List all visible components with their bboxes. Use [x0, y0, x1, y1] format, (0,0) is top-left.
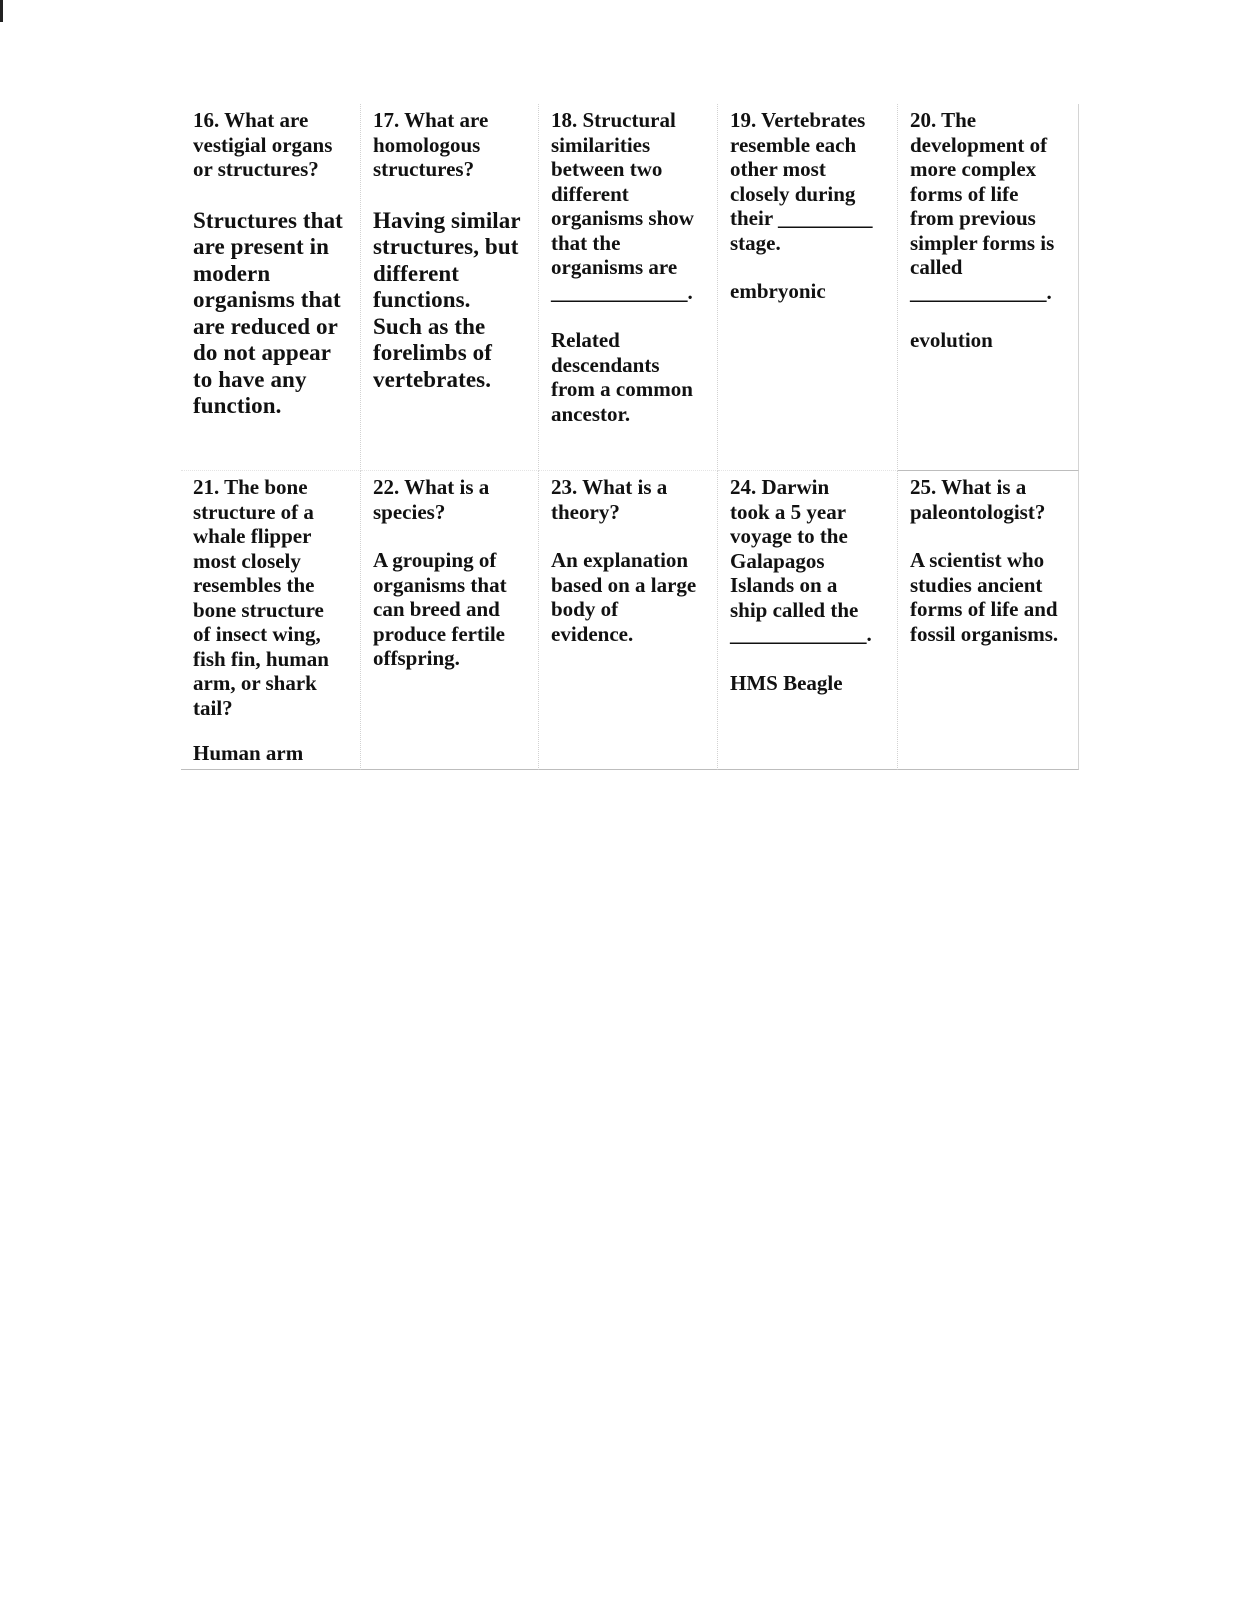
- question-cell-17: [361, 104, 539, 471]
- question-text: 23. What is a theory?: [551, 475, 668, 524]
- answer-text: Having similar structures, but different functions. Such as the forelimbs of vertebrates.: [373, 207, 521, 392]
- answer-text: HMS Beagle: [730, 670, 843, 695]
- answer-text: An explanation based on a large body of evidence.: [551, 548, 697, 646]
- question-text: 25. What is a paleontologist?: [910, 475, 1046, 524]
- answer-text: embryonic: [730, 279, 826, 303]
- question-cell-19: [718, 104, 898, 471]
- question-text: 18. Structural similarities between two different organisms show that the organisms are _____________.: [551, 108, 694, 304]
- question-cell-20: [898, 104, 1079, 471]
- answer-text: Related descendants from a common ancestor.: [551, 328, 693, 426]
- question-text: 24. Darwin took a 5 year voyage to the Galapagos Islands on a ship called the _____________.: [730, 475, 872, 646]
- question-cell-22: [361, 471, 539, 770]
- answer-text: Human arm: [193, 741, 304, 765]
- answer-text: Structures that are present in modern organisms that are reduced or do not appear to have any function.: [193, 207, 343, 418]
- question-text: 20. The development of more complex forms of life from previous simpler forms is called _____________.: [910, 108, 1055, 304]
- question-cell-25: [898, 471, 1079, 770]
- question-cell-21: [181, 471, 361, 770]
- review-questions-grid: [181, 104, 1079, 770]
- question-text: 21. The bone structure of a whale flipper most closely resembles the bone structure of insect wing, fish fin, human arm, or shark tail?: [193, 475, 329, 720]
- answer-text: evolution: [910, 328, 993, 352]
- scan-edge-mark: [0, 0, 3, 22]
- question-cell-18: [539, 104, 718, 471]
- question-cell-16: [181, 104, 361, 471]
- answer-text: A scientist who studies ancient forms of life and fossil organisms.: [910, 548, 1059, 646]
- question-cell-24: [718, 471, 898, 770]
- question-text: 19. Vertebrates resemble each other most closely during their _________ stage.: [730, 108, 873, 255]
- question-cell-23: [539, 471, 718, 770]
- question-text: 17. What are homologous structures?: [373, 108, 489, 181]
- question-text: 22. What is a species?: [373, 475, 490, 524]
- question-text: 16. What are vestigial organs or structures?: [193, 108, 333, 181]
- answer-text: A grouping of organisms that can breed and produce fertile offspring.: [373, 548, 507, 670]
